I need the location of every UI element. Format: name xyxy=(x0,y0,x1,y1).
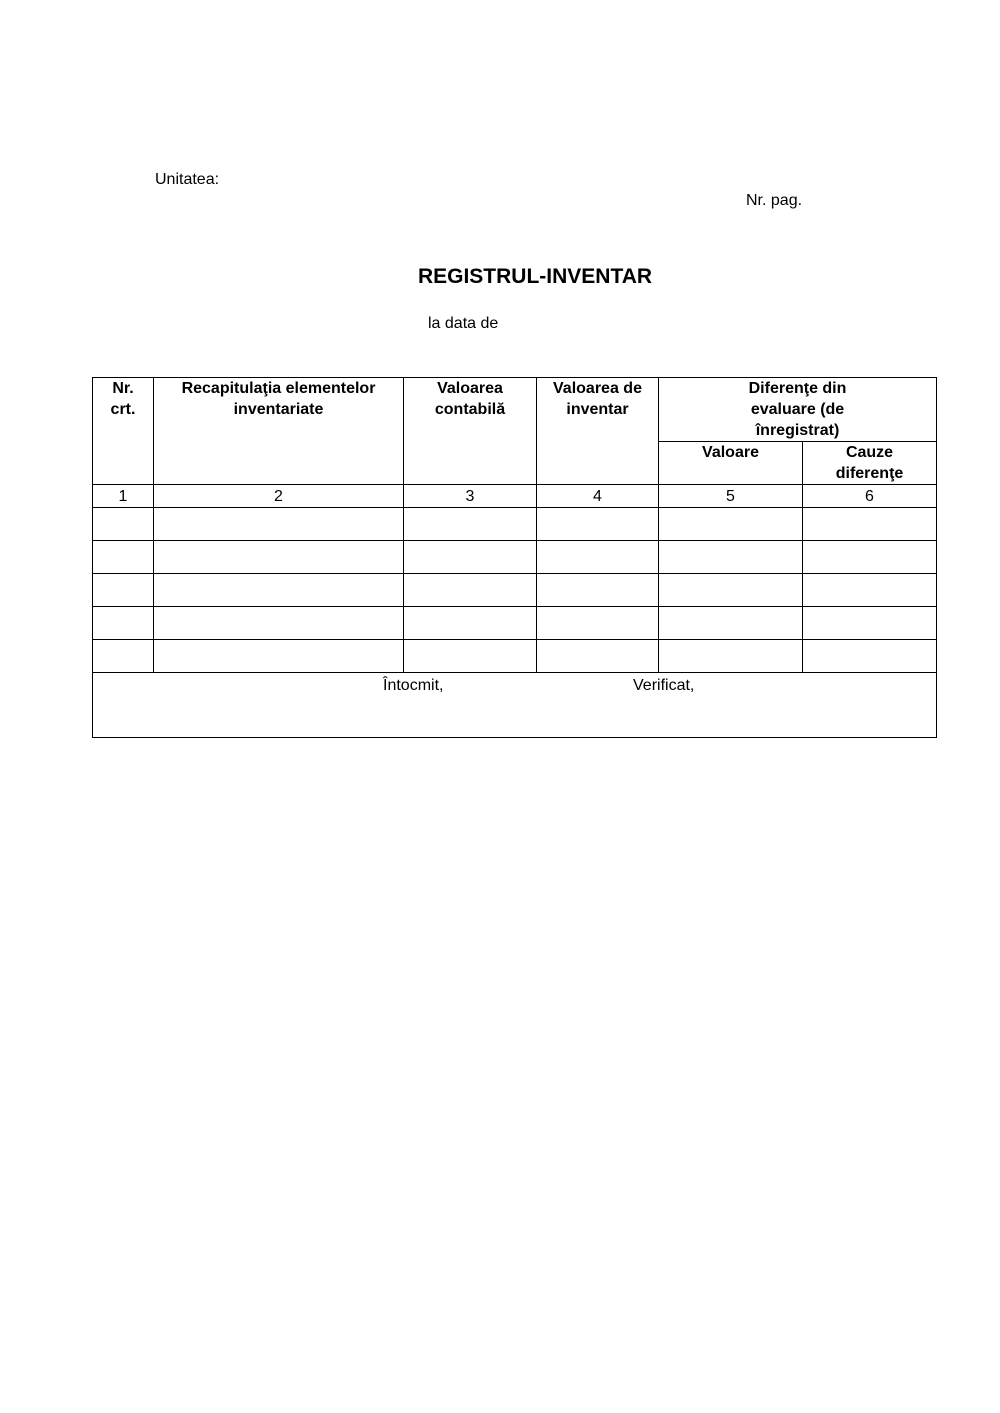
cell xyxy=(93,574,154,607)
table-row xyxy=(93,640,937,673)
cell xyxy=(154,574,404,607)
document-title: REGISTRUL-INVENTAR xyxy=(417,265,653,288)
unit-label: Unitatea: xyxy=(155,171,220,188)
cell xyxy=(803,640,937,673)
cell xyxy=(93,640,154,673)
cell xyxy=(404,640,537,673)
cell xyxy=(537,508,659,541)
signature-row xyxy=(93,673,937,738)
prepared-by-label: Întocmit, xyxy=(383,677,444,694)
column-number: 6 xyxy=(803,485,937,508)
header-valoarea-contabila: Valoarea contabilă xyxy=(404,378,537,485)
column-number: 2 xyxy=(154,485,404,508)
cell xyxy=(537,640,659,673)
table-row xyxy=(93,508,937,541)
cell xyxy=(404,574,537,607)
header-valoarea-inventar: Valoarea de inventar xyxy=(537,378,659,485)
page-number-label: Nr. pag. xyxy=(746,192,803,209)
header-valoare: Valoare xyxy=(659,442,803,485)
cell xyxy=(154,541,404,574)
cell xyxy=(93,607,154,640)
cell xyxy=(803,508,937,541)
cell xyxy=(537,607,659,640)
date-label: la data de xyxy=(428,315,499,332)
column-number: 5 xyxy=(659,485,803,508)
cell xyxy=(659,508,803,541)
header-cauze-diferente: Cauze diferenţe xyxy=(803,442,937,485)
header-nr-crt: Nr. crt. xyxy=(93,378,154,485)
table-row xyxy=(93,607,937,640)
cell xyxy=(93,508,154,541)
cell xyxy=(659,574,803,607)
cell xyxy=(803,607,937,640)
cell xyxy=(659,640,803,673)
column-number: 3 xyxy=(404,485,537,508)
verified-by-label: Verificat, xyxy=(633,677,695,694)
cell xyxy=(404,508,537,541)
column-number: 1 xyxy=(93,485,154,508)
cell xyxy=(154,508,404,541)
cell xyxy=(93,541,154,574)
table-row xyxy=(93,541,937,574)
header-recapitulatia: Recapitulaţia elementelor inventariate xyxy=(154,378,404,485)
inventory-table xyxy=(92,377,937,738)
cell xyxy=(404,541,537,574)
cell xyxy=(537,541,659,574)
cell xyxy=(803,541,937,574)
table-row xyxy=(93,574,937,607)
cell xyxy=(803,574,937,607)
header-diferente: Diferenţe din evaluare (de înregistrat) xyxy=(659,378,937,442)
cell xyxy=(659,607,803,640)
cell xyxy=(154,607,404,640)
cell xyxy=(659,541,803,574)
cell xyxy=(404,607,537,640)
cell xyxy=(154,640,404,673)
column-number: 4 xyxy=(537,485,659,508)
cell xyxy=(537,574,659,607)
